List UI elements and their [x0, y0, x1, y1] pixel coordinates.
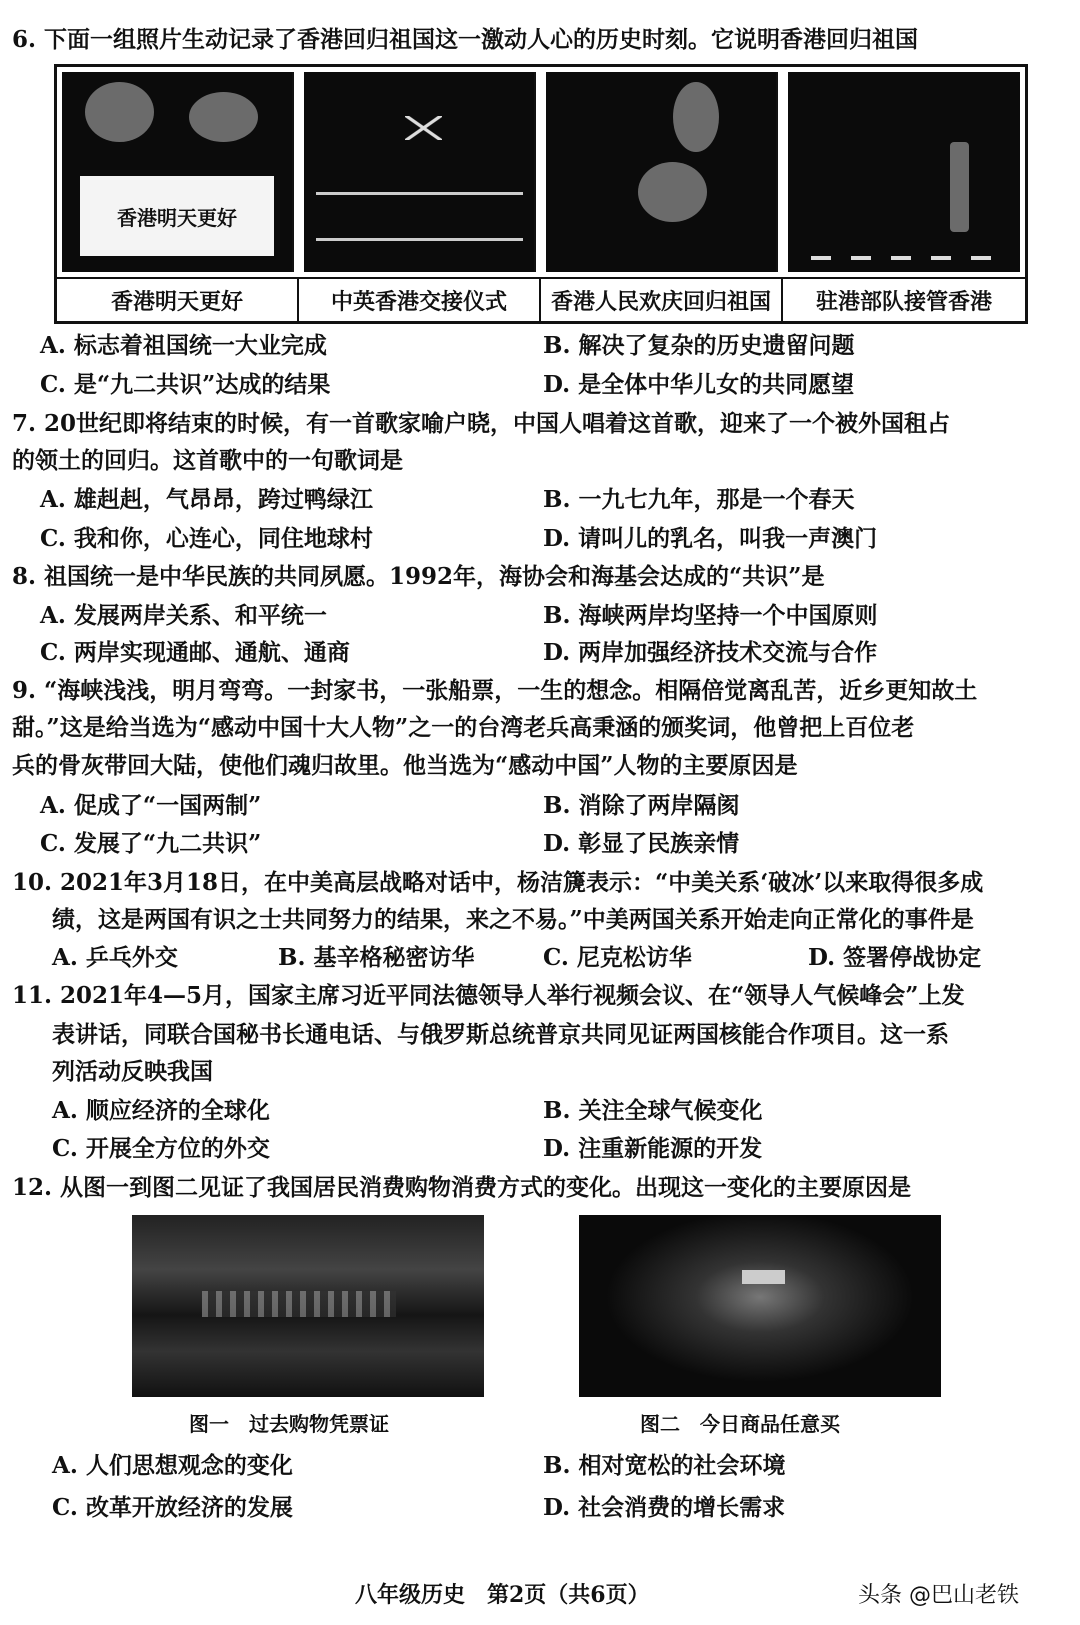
question-8-stem: 8. 祖国统一是中华民族的共同夙愿。1992年，海协会和海基会达成的“共识”是: [12, 563, 825, 590]
q12-option-b: B. 相对宽松的社会环境: [543, 1452, 786, 1479]
q12-option-d: D. 社会消费的增长需求: [543, 1494, 786, 1521]
q9-option-c: C. 发展了“九二共识”: [40, 830, 262, 857]
q9-option-a: A. 促成了“一国两制”: [40, 792, 262, 819]
photo-caption: 中英香港交接仪式: [299, 277, 541, 321]
figure-1-ration-coupons: [132, 1215, 484, 1397]
photo-garrison: [788, 72, 1020, 272]
figure-1-caption: 图一 过去购物凭票证: [189, 1412, 389, 1436]
question-10-stem: 绩，这是两国有识之士共同努力的结果，来之不易。”中美两国关系开始走向正常化的事件是: [52, 906, 974, 933]
q7-option-c: C. 我和你，心连心，同住地球村: [40, 525, 373, 552]
q11-option-a: A. 顺应经济的全球化: [52, 1097, 270, 1124]
question-12-stem: 12. 从图一到图二见证了我国居民消费购物消费方式的变化。出现这一变化的主要原因是: [12, 1174, 912, 1201]
q6-option-d: D. 是全体中华儿女的共同愿望: [543, 371, 855, 398]
question-7-stem: 的领土的回归。这首歌中的一句歌词是: [12, 447, 403, 474]
photo-caption: 香港明天更好: [57, 277, 299, 321]
question-11-stem: 表讲话，同联合国秘书长通电话、与俄罗斯总统普京共同见证两国核能合作项目。这一系: [52, 1021, 949, 1048]
q10-option-c: C. 尼克松访华: [543, 944, 692, 971]
question-7-stem: 7. 20世纪即将结束的时候，有一首歌家喻户晓，中国人唱着这首歌，迎来了一个被外国租占: [12, 410, 951, 437]
q12-option-a: A. 人们思想观念的变化: [52, 1452, 293, 1479]
figure-2-caption: 图二 今日商品任意买: [640, 1412, 840, 1436]
q8-option-b: B. 海峡两岸均坚持一个中国原则: [543, 602, 878, 629]
q8-option-a: A. 发展两岸关系、和平统一: [40, 602, 327, 629]
q12-option-c: C. 改革开放经济的发展: [52, 1494, 293, 1521]
q6-option-a: A. 标志着祖国统一大业完成: [40, 332, 327, 359]
photo-caption: 香港人民欢庆回归祖国: [541, 277, 783, 321]
q6-option-c: C. 是“九二共识”达成的结果: [40, 371, 331, 398]
photo-hk-tomorrow: [62, 72, 294, 272]
q11-option-c: C. 开展全方位的外交: [52, 1135, 270, 1162]
q10-option-d: D. 签署停战协定: [808, 944, 982, 971]
question-11-stem: 列活动反映我国: [52, 1058, 213, 1085]
question-11-stem: 11. 2021年4—5月，国家主席习近平同法德领导人举行视频会议、在“领导人气候峰会”上发: [12, 982, 965, 1009]
question-9-stem: 兵的骨灰带回大陆，使他们魂归故里。他当选为“感动中国”人物的主要原因是: [12, 752, 798, 779]
photo-caption: 驻港部队接管香港: [783, 277, 1025, 321]
question-10-stem: 10. 2021年3月18日，在中美高层战略对话中，杨洁篪表示：“中美关系‘破冰’以来取得很多成: [12, 869, 984, 896]
q8-option-c: C. 两岸实现通邮、通航、通商: [40, 639, 350, 666]
q9-option-d: D. 彰显了民族亲情: [543, 830, 740, 857]
q9-option-b: B. 消除了两岸隔阂: [543, 792, 740, 819]
question-6-stem: 6. 下面一组照片生动记录了香港回归祖国这一激动人心的历史时刻。它说明香港回归祖国: [12, 26, 919, 53]
question-9-stem: 甜。”这是给当选为“感动中国十大人物”之一的台湾老兵高秉涵的颁奖词，他曾把上百位老: [12, 714, 915, 741]
q10-option-b: B. 基辛格秘密访华: [278, 944, 475, 971]
union-flag: [405, 116, 442, 140]
q8-option-d: D. 两岸加强经济技术交流与合作: [543, 639, 878, 666]
q7-option-d: D. 请叫儿的乳名，叫我一声澳门: [543, 525, 878, 552]
q11-option-b: B. 关注全球气候变化: [543, 1097, 763, 1124]
question-9-stem: 9. “海峡浅浅，明月弯弯。一封家书，一张船票，一生的想念。相隔倍觉离乱苦，近乡更知故土: [12, 677, 978, 704]
photo-banner-text: 香港明天更好: [80, 176, 273, 256]
photo-celebration: [546, 72, 778, 272]
q10-option-a: A. 乒乓外交: [52, 944, 178, 971]
q11-option-d: D. 注重新能源的开发: [543, 1135, 763, 1162]
page-footer: 八年级历史 第2页（共6页）: [355, 1582, 650, 1608]
watermark: 头条 @巴山老铁: [858, 1583, 1019, 1608]
figure-2-supermarket: [579, 1215, 941, 1397]
q7-option-a: A. 雄赳赳，气昂昂，跨过鸭绿江: [40, 486, 373, 513]
q6-option-b: B. 解决了复杂的历史遗留问题: [543, 332, 855, 359]
photo-handover-ceremony: [304, 72, 536, 272]
photo-table: [54, 64, 1028, 324]
q7-option-b: B. 一九七九年，那是一个春天: [543, 486, 855, 513]
